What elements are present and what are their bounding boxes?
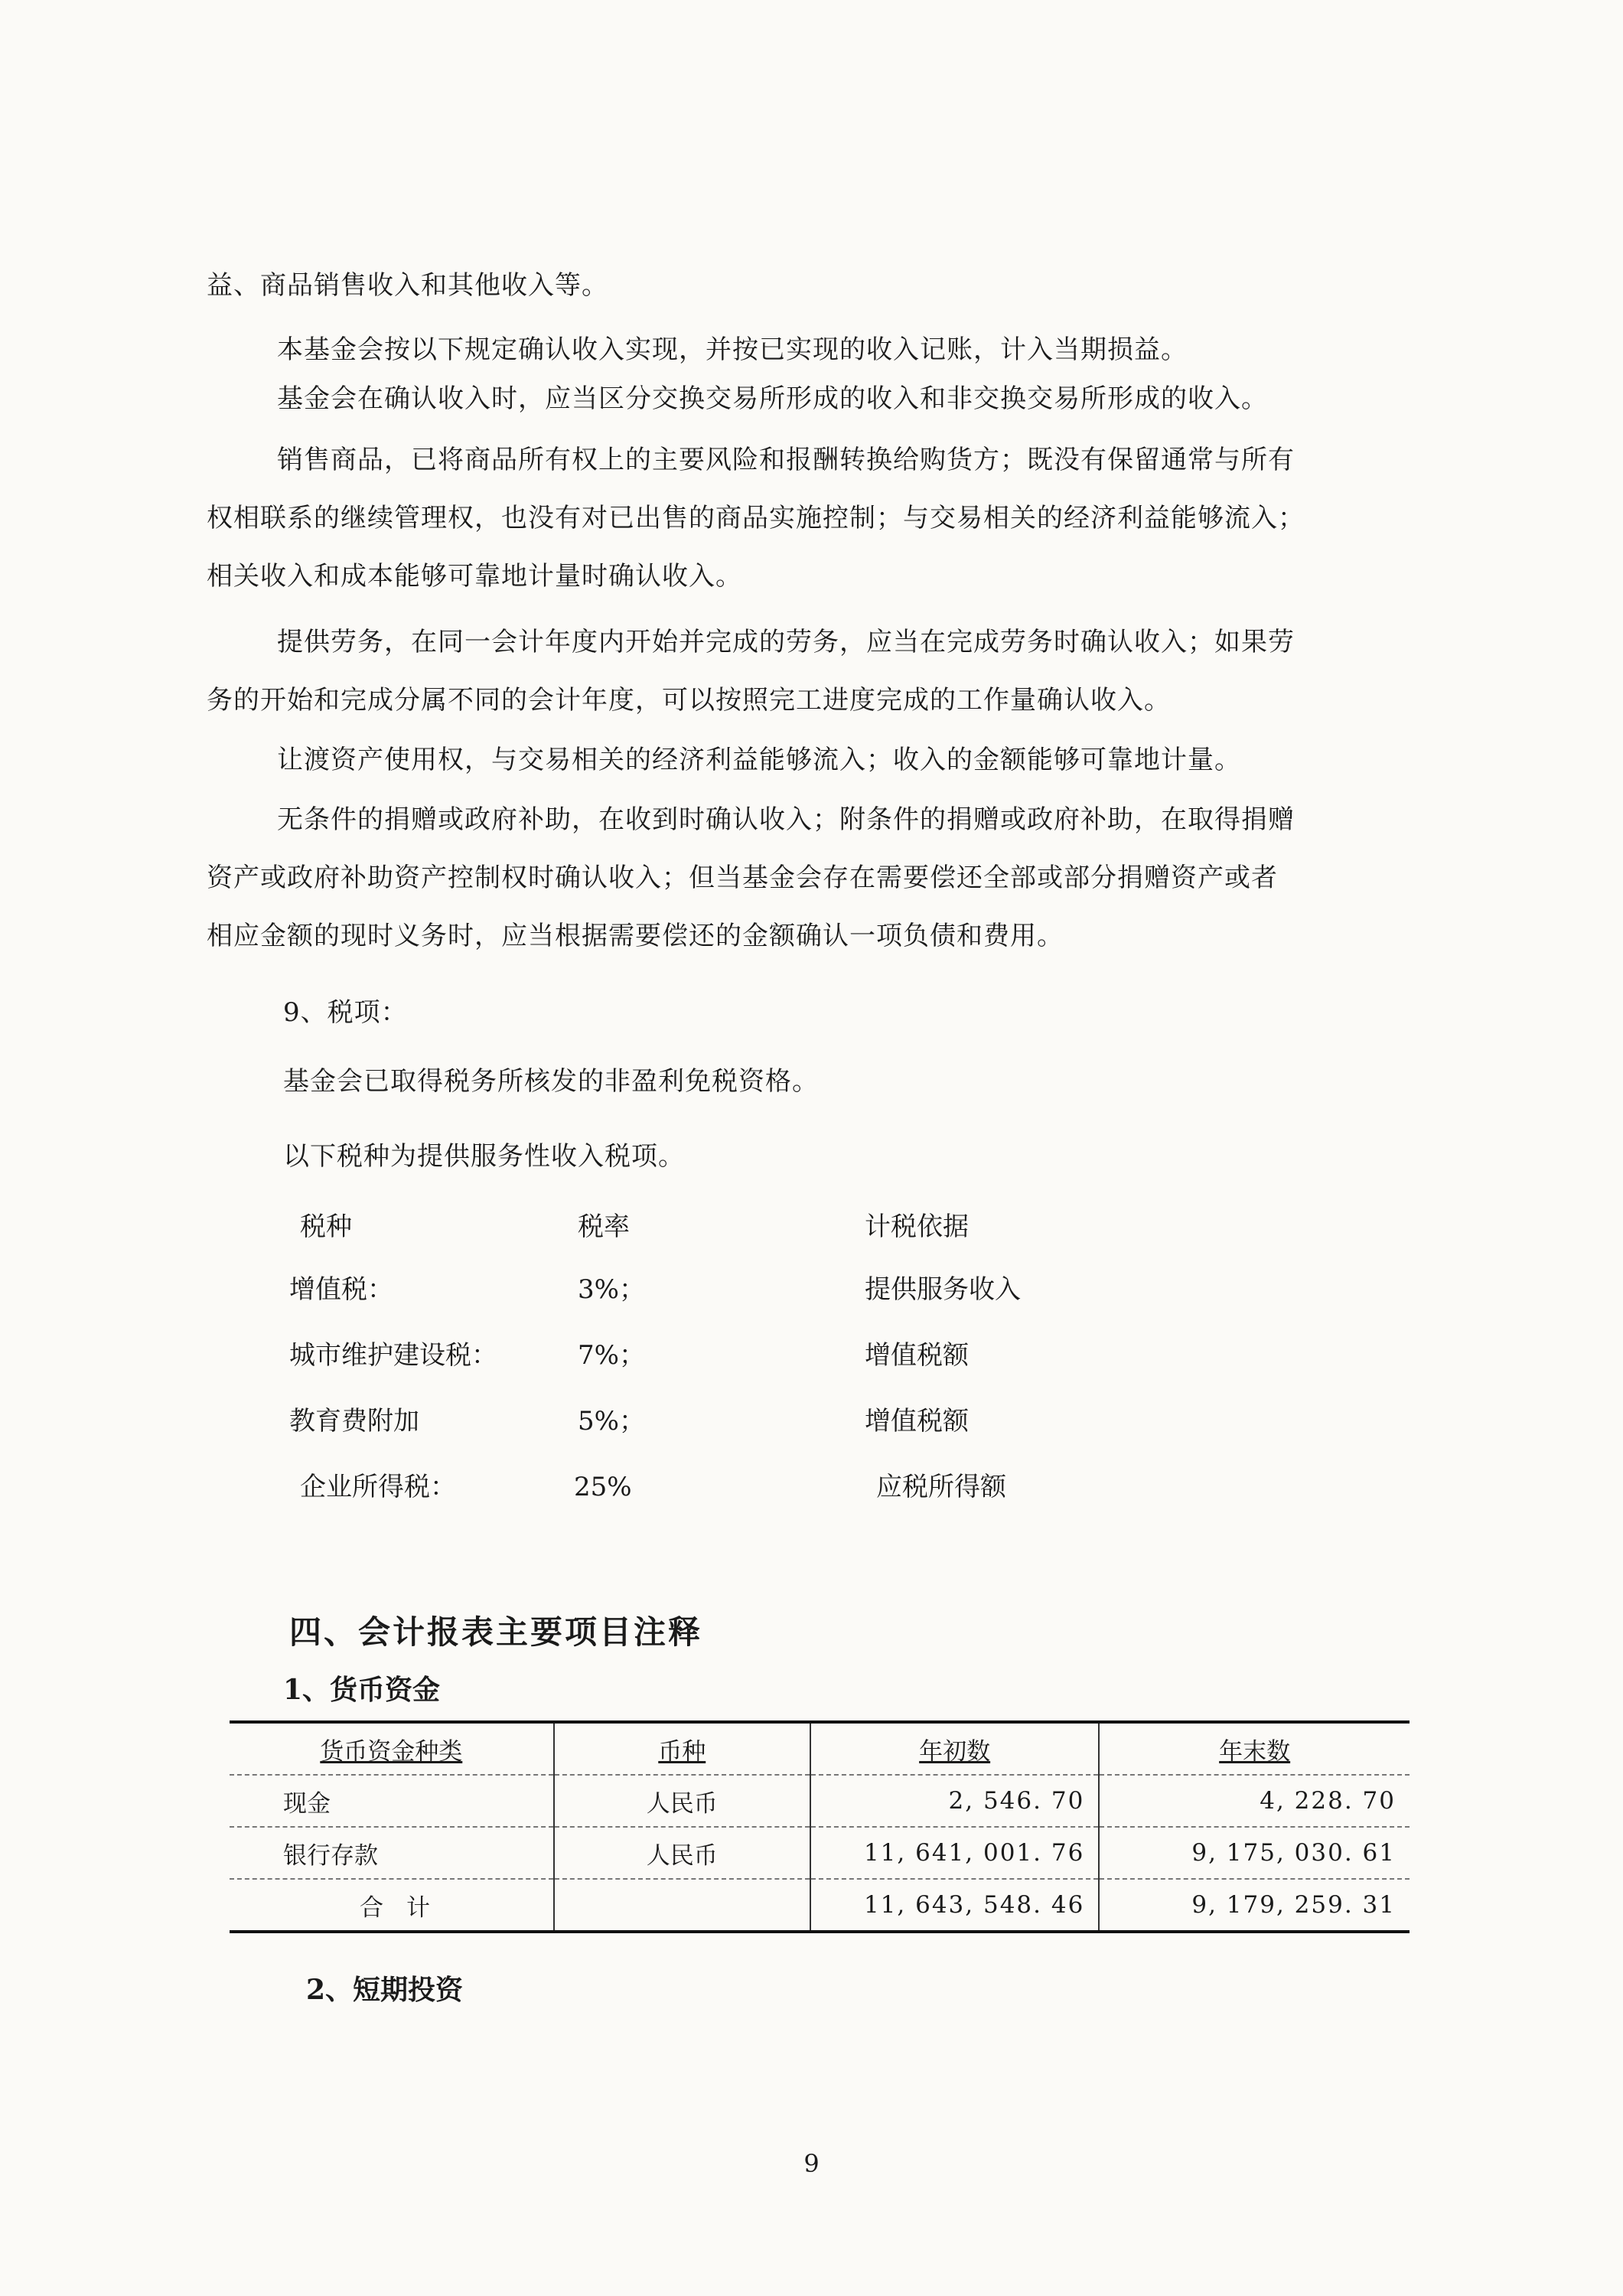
monetary-funds-table xyxy=(230,1720,1410,1933)
tax-row-type: 教育费附加 xyxy=(289,1406,419,1437)
tax-row-basis: 增值税额 xyxy=(865,1340,969,1371)
table-header-cell: 年末数 xyxy=(1099,1722,1410,1775)
table-cell: 人民币 xyxy=(554,1827,810,1879)
paragraph-line: 让渡资产使用权，与交易相关的经济利益能够流入；收入的金额能够可靠地计量。 xyxy=(277,745,1241,775)
paragraph-line: 相关收入和成本能够可靠地计量时确认收入。 xyxy=(207,561,742,592)
subsection-title: 2、短期投资 xyxy=(306,1974,464,2006)
table-header-cell: 年初数 xyxy=(810,1722,1099,1775)
paragraph-line: 销售商品，已将商品所有权上的主要风险和报酬转换给购货方；既没有保留通常与所有 xyxy=(277,445,1295,475)
subsection-title: 1、货币资金 xyxy=(283,1674,441,1706)
table-row xyxy=(230,1775,1410,1827)
section-title: 四、会计报表主要项目注释 xyxy=(289,1613,703,1651)
paragraph-line: 无条件的捐赠或政府补助，在收到时确认收入；附条件的捐赠或政府补助，在取得捐赠 xyxy=(277,804,1295,835)
table-cell xyxy=(554,1879,810,1932)
page-number: 9 xyxy=(803,2149,820,2178)
tax-header-basis: 计税依据 xyxy=(865,1212,969,1242)
paragraph-line: 本基金会按以下规定确认收入实现，并按已实现的收入记账，计入当期损益。 xyxy=(277,334,1188,365)
table-cell: 9, 175, 030. 61 xyxy=(1099,1827,1410,1879)
table-cell: 2, 546. 70 xyxy=(810,1775,1099,1827)
tax-row-basis: 应税所得额 xyxy=(876,1472,1006,1502)
tax-header-type: 税种 xyxy=(300,1212,352,1242)
table-row xyxy=(230,1827,1410,1879)
table-cell: 11, 641, 001. 76 xyxy=(810,1827,1099,1879)
table-cell: 人民币 xyxy=(554,1775,810,1827)
paragraph-line: 益、商品销售收入和其他收入等。 xyxy=(207,270,608,301)
paragraph-line: 权相联系的继续管理权，也没有对已出售的商品实施控制；与交易相关的经济利益能够流入； xyxy=(207,503,1305,533)
paragraph-line: 资产或政府补助资产控制权时确认收入；但当基金会存在需要偿还全部或部分捐赠资产或者 xyxy=(207,863,1278,893)
table-header-cell: 货币资金种类 xyxy=(230,1722,554,1775)
table-cell: 9, 179, 259. 31 xyxy=(1099,1879,1410,1932)
table-total-row xyxy=(230,1879,1410,1932)
tax-header-rate: 税率 xyxy=(578,1212,630,1242)
table-cell: 银行存款 xyxy=(230,1827,554,1879)
tax-line: 基金会已取得税务所核发的非盈利免税资格。 xyxy=(283,1066,819,1097)
table-cell: 11, 643, 548. 46 xyxy=(810,1879,1099,1932)
table-header-cell: 币种 xyxy=(554,1722,810,1775)
tax-row-basis: 提供服务收入 xyxy=(865,1274,1021,1305)
tax-row-type: 城市维护建设税： xyxy=(289,1340,497,1371)
paragraph-line: 务的开始和完成分属不同的会计年度，可以按照完工进度完成的工作量确认收入。 xyxy=(207,685,1171,716)
tax-line: 以下税种为提供服务性收入税项。 xyxy=(283,1141,685,1172)
tax-row-type: 增值税： xyxy=(289,1274,393,1305)
table-cell: 现金 xyxy=(230,1775,554,1827)
tax-row-basis: 增值税额 xyxy=(865,1406,969,1437)
paragraph-line: 提供劳务，在同一会计年度内开始并完成的劳务，应当在完成劳务时确认收入；如果劳 xyxy=(277,627,1295,657)
tax-row-rate: 3%； xyxy=(578,1274,645,1305)
table-cell: 合计 xyxy=(230,1879,554,1932)
table-cell: 4, 228. 70 xyxy=(1099,1775,1410,1827)
tax-row-rate: 25% xyxy=(574,1472,632,1502)
tax-heading: 9、税项： xyxy=(283,997,408,1028)
paragraph-line: 相应金额的现时义务时，应当根据需要偿还的金额确认一项负债和费用。 xyxy=(207,921,1064,951)
tax-row-rate: 5%； xyxy=(578,1406,645,1437)
paragraph-line: 基金会在确认收入时，应当区分交换交易所形成的收入和非交换交易所形成的收入。 xyxy=(277,383,1268,414)
tax-row-rate: 7%； xyxy=(578,1340,645,1371)
tax-row-type: 企业所得税： xyxy=(300,1472,456,1502)
table-header-row xyxy=(230,1722,1410,1775)
